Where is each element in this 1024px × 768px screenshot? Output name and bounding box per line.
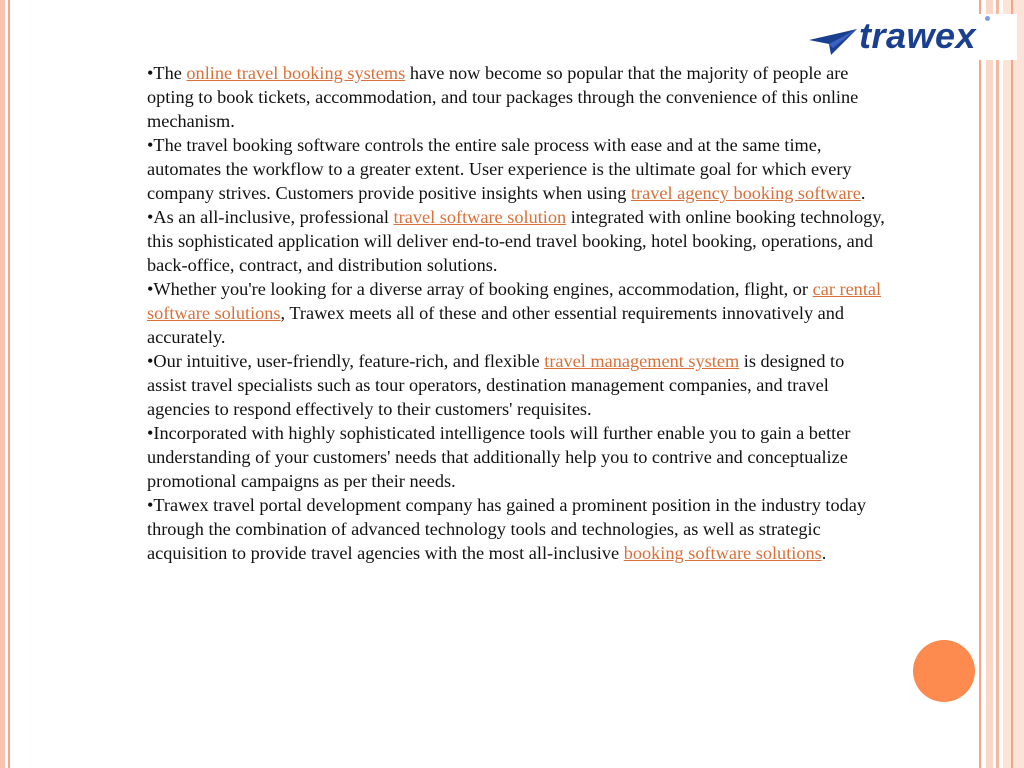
paragraph-text: •Incorporated with highly sophisticated intelligence tools will further enable you to gain a better understanding of your customers' needs that additionally help you to contrive and conceptualize promotional campaigns as per their needs. [147, 423, 851, 491]
bullet-paragraph [147, 421, 887, 493]
trawex-logo[interactable] [807, 14, 1017, 60]
bullet-paragraph [147, 133, 887, 205]
bullet-paragraph [147, 349, 887, 421]
bullet-paragraph [147, 61, 887, 133]
paragraph-text: •The [147, 63, 187, 83]
left-border-stripe-inner [8, 0, 10, 768]
paragraph-text: •As an all-inclusive, professional [147, 207, 394, 227]
bullet-paragraph [147, 205, 887, 277]
inline-link[interactable]: booking software solutions [623, 543, 822, 563]
paragraph-text: •Trawex travel portal development company has gained a prominent position in the industry today through the combination of advanced technology tools and technologies, as well as strategic acquisition to provide travel agencies with the most all-inclusive [147, 495, 867, 563]
paragraph-text: •The travel booking software controls the entire sale process with ease and at the same time, automates the workflow to a greater extent. User experience is the ultimate goal for which every company strives. Customers provide positive insights when using [147, 135, 852, 203]
bullet-paragraph [147, 493, 887, 565]
inline-link[interactable]: travel management system [544, 351, 740, 371]
paper-plane-icon [809, 26, 859, 56]
right-border-stripe-4 [1003, 0, 1024, 768]
content-body [147, 61, 887, 565]
logo-text: trawex [859, 15, 977, 56]
inline-link[interactable]: travel software solution [393, 207, 567, 227]
paragraph-text: . [821, 543, 827, 563]
paragraph-text: is designed to assist travel specialists such as tour operators, destination management companies, and travel agencies to respond effectively to their customers' requisites. [147, 351, 845, 419]
right-border-stripe-1 [979, 0, 981, 768]
paragraph-text: •Whether you're looking for a diverse array of booking engines, accommodation, flight, or [147, 279, 813, 299]
inline-link[interactable]: travel agency booking software [630, 183, 861, 203]
inline-link[interactable]: car rental software solutions [147, 279, 882, 323]
paragraph-text: •Our intuitive, user-friendly, feature-rich, and flexible [147, 351, 545, 371]
right-border-stripe-5 [1011, 0, 1013, 768]
bullet-paragraph [147, 277, 887, 349]
decorative-circle [913, 640, 975, 702]
logo-sparkle-icon [985, 16, 990, 21]
paragraph-text: integrated with online booking technology, this sophisticated application will deliver end-to-end travel booking, hotel booking, operations, and back-office, contract, and distribution solutions. [147, 207, 885, 275]
left-border-stripe-outer [0, 0, 5, 768]
right-border-stripe-3 [996, 0, 999, 768]
paragraph-text: . [860, 183, 866, 203]
paragraph-text: , Trawex meets all of these and other essential requirements innovatively and accurately. [147, 303, 845, 347]
paragraph-text: have now become so popular that the majority of people are opting to book tickets, accommodation, and tour packages through the convenience of this online mechanism. [147, 63, 859, 131]
right-border-stripe-2 [986, 0, 993, 768]
inline-link[interactable]: online travel booking systems [186, 63, 406, 83]
